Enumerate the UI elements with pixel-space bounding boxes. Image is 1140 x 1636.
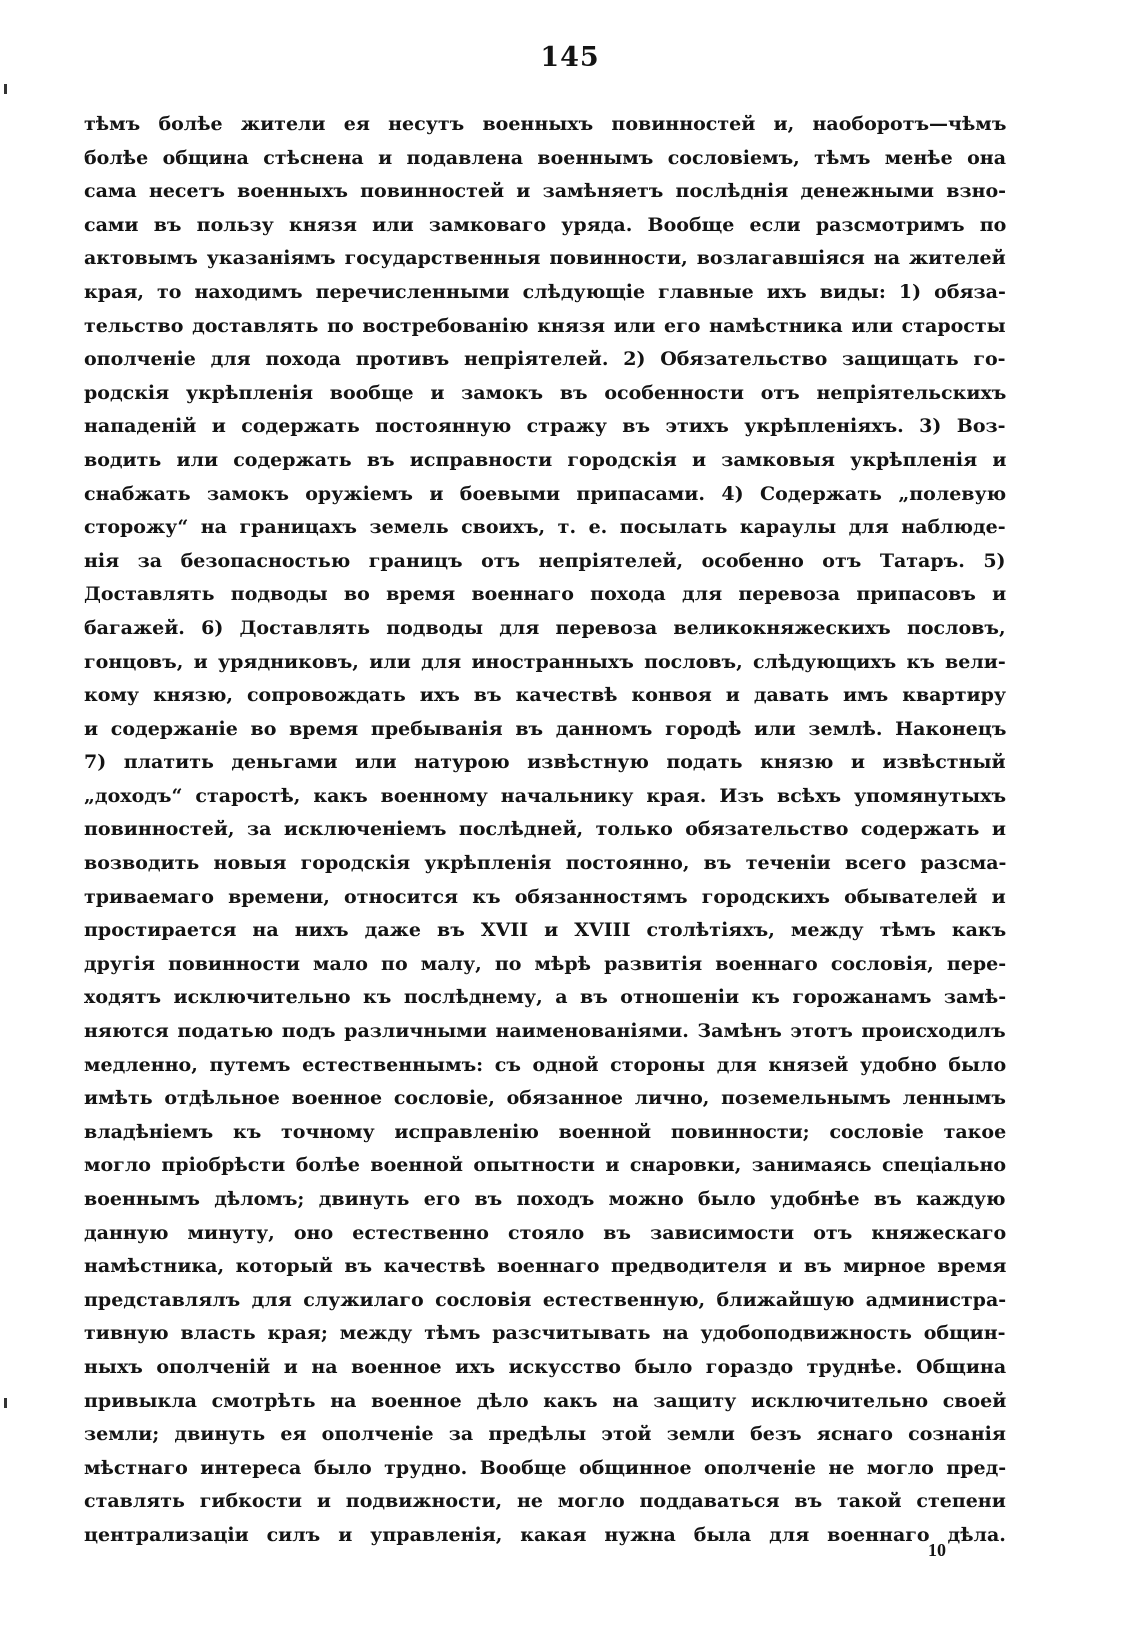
- text-line: нападеній и содержать постоянную стражу въ этихъ укрѣпленіяхъ. 3) Воз-: [84, 415, 1006, 438]
- text-line: Доставлять подводы во время военнаго похода для перевоза припасовъ и: [84, 583, 1007, 606]
- text-line: нія за безопасностью границъ отъ непріятелей, особенно отъ Татаръ. 5): [84, 549, 1006, 572]
- page-number: 145: [540, 42, 600, 73]
- text-line: тѣмъ болѣе жители ея несутъ военныхъ повинностей и, наоборотъ—чѣмъ: [84, 113, 1007, 135]
- text-line: представлялъ для служилаго сословія естественную, ближайшую администра-: [84, 1288, 1007, 1311]
- text-line: триваемаго времени, относится къ обязанностямъ городскихъ обывателей и: [84, 885, 1006, 908]
- text-line: сама несетъ военныхъ повинностей и замѣняетъ послѣднія денежными взно-: [84, 180, 1007, 203]
- text-line: возводить новыя городскія укрѣпленія постоянно, въ теченіи всего разсма-: [84, 852, 1007, 875]
- text-line: централизаціи силъ и управленія, какая нужна была для военнаго дѣла.: [84, 1523, 1006, 1546]
- text-line: 7) платить деньгами или натурою извѣстную подать князю и извѣстный: [84, 751, 1006, 774]
- text-line: медленно, путемъ естественнымъ: съ одной стороны для князей удобно было: [84, 1053, 1007, 1076]
- text-line: края, то находимъ перечисленными слѣдующіе главные ихъ виды: 1) обяза-: [84, 280, 1006, 303]
- text-line: мѣстнаго интереса было трудно. Вообще общинное ополченіе не могло пред-: [84, 1456, 1007, 1479]
- text-line: ныхъ ополченій и на военное ихъ искусство было гораздо труднѣе. Община: [84, 1355, 1007, 1378]
- text-line: няются податью подъ различными наименованіями. Замѣнъ этотъ происходилъ: [84, 1020, 1006, 1043]
- text-line: другія повинности мало по малу, по мѣрѣ развитія военнаго сословія, пере-: [84, 952, 1007, 975]
- text-line: и содержаніе во время пребыванія въ данномъ городѣ или землѣ. Наконецъ: [84, 717, 1007, 740]
- text-line: гонцовъ, и урядниковъ, или для иностранныхъ пословъ, слѣдующихъ къ вели-: [84, 650, 1006, 673]
- text-line: могло пріобрѣсти болѣе военной опытности и снаровки, занимаясь спеціально: [84, 1154, 1007, 1177]
- text-line: багажей. 6) Доставлять подводы для перевоза великокняжескихъ пословъ,: [84, 616, 1006, 639]
- text-line: земли; двинуть ея ополченіе за предѣлы этой земли безъ яснаго сознанія: [84, 1423, 1006, 1446]
- text-line: тельство доставлять по востребованію князя или его намѣстника или старосты: [84, 314, 1006, 337]
- text-line: снабжать замокъ оружіемъ и боевыми припасами. 4) Содержать „полевую: [84, 482, 1007, 505]
- text-line: болѣе община стѣснена и подавлена военнымъ сословіемъ, тѣмъ менѣе она: [84, 146, 1007, 169]
- body-text: [84, 108, 1006, 1553]
- signature-mark: 10: [928, 1540, 946, 1560]
- text-line: владѣніемъ къ точному исправленію военной повинности; сословіе такое: [84, 1120, 1007, 1143]
- text-line: намѣстника, который въ качествѣ военнаго предводителя и въ мирное время: [84, 1255, 1007, 1278]
- text-line: кому князю, сопровождать ихъ въ качествѣ конвоя и давать имъ квартиру: [84, 684, 1007, 707]
- text-line: сами въ пользу князя или замковаго уряда. Вообще если разсмотримъ по: [84, 213, 1007, 236]
- text-line: ходятъ исключительно къ послѣднему, а въ отношеніи къ горожанамъ замѣ-: [84, 986, 1007, 1009]
- text-line: военнымъ дѣломъ; двинуть его въ походъ можно было удобнѣе въ каждую: [84, 1188, 1006, 1210]
- text-line: „доходъ“ старостѣ, какъ военному начальнику края. Изъ всѣхъ упомянутыхъ: [84, 784, 1007, 807]
- margin-tick: [4, 1398, 7, 1408]
- text-line: ставлять гибкости и подвижности, не могло поддаваться въ такой степени: [84, 1490, 1006, 1513]
- text-line: ополченіе для похода противъ непріятелей. 2) Обязательство защищать го-: [84, 348, 1006, 371]
- text-line: сторожу“ на границахъ земель своихъ, т. е. посылать караулы для наблюде-: [84, 516, 1006, 539]
- text-line: привыкла смотрѣть на военное дѣло какъ на защиту исключительно своей: [84, 1389, 1007, 1412]
- margin-tick: [4, 84, 7, 94]
- text-line: имѣть отдѣльное военное сословіе, обязанное лично, поземельнымъ леннымъ: [84, 1087, 1006, 1110]
- text-line: водить или содержать въ исправности городскія и замковыя укрѣпленія и: [84, 448, 1007, 471]
- text-line: простирается на нихъ даже въ XVII и XVIII столѣтіяхъ, между тѣмъ какъ: [84, 919, 1007, 942]
- text-line: актовымъ указаніямъ государственныя повинности, возлагавшіяся на жителей: [84, 247, 1006, 270]
- text-line: родскія укрѣпленія вообще и замокъ въ особенности отъ непріятельскихъ: [84, 381, 1007, 404]
- text-line: данную минуту, оно естественно стояло въ зависимости отъ княжескаго: [84, 1221, 1007, 1244]
- text-line: тивную власть края; между тѣмъ разсчитывать на удобоподвижность общин-: [84, 1322, 1006, 1345]
- text-line: повинностей, за исключеніемъ послѣдней, только обязательство содержать и: [84, 818, 1006, 841]
